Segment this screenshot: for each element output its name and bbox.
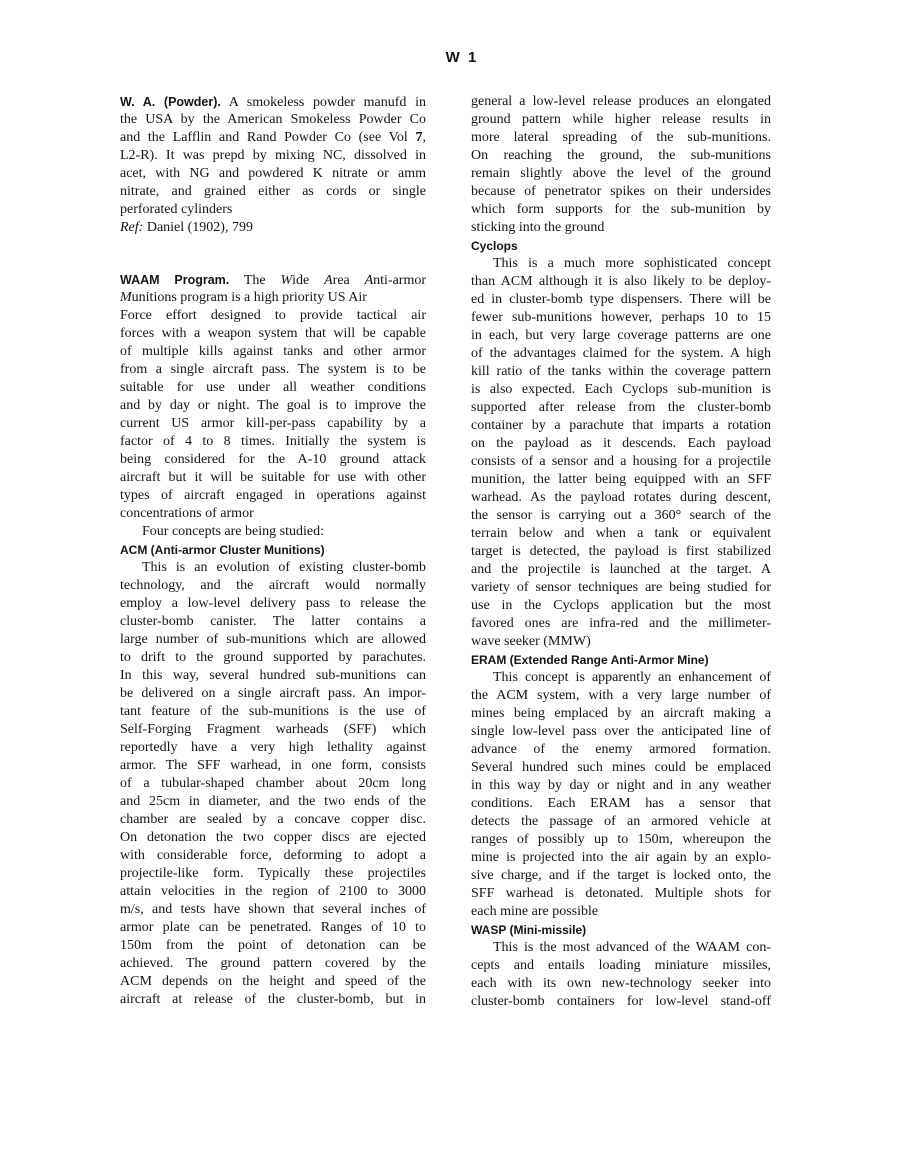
text-line: wave seeker (MMW) (471, 634, 591, 649)
text-line: cluster-bomb containers for low-level stand-off (471, 994, 771, 1009)
text-line: with considerable force, deforming to adopt a (120, 848, 426, 863)
text-line: factor of 4 to 8 times. Initially the system is (120, 434, 426, 449)
text-line: forces with a weapon system that will be capable (120, 326, 426, 341)
text-line: and 25cm in diameter, and the two ends of the (120, 794, 426, 809)
text-line: m/s, and tests have shown that several inches of (120, 902, 426, 917)
text-line: kill ratio of the tanks within the coverage pattern (471, 364, 771, 379)
text-line: remain slightly above the level of the ground (471, 166, 771, 181)
text-line: conditions. Each ERAM has a sensor that (471, 796, 771, 811)
text-line: cepts and entails loading miniature missiles, (471, 958, 771, 973)
text-line: of the advantages claimed for the system. A high (471, 346, 771, 361)
text-line: to drift to the ground supported by parachutes. (120, 650, 426, 665)
text-line: chamber are sealed by a concave copper disc. (120, 812, 426, 827)
text-line: Four concepts are being studied: (142, 524, 324, 539)
text-line: aircraft but it will be suitable for use with other (120, 470, 426, 485)
text-line: warhead. As the payload rotates during descent, (471, 490, 771, 505)
text-line: On detonation the two copper discs are ejected (120, 830, 426, 845)
text-line: Self-Forging Fragment warheads (SFF) which (120, 722, 426, 737)
text-line: ranges of possibly up to 150m, whereupon the (471, 832, 771, 847)
text-line: acet, with NG and powdered K nitrate or amm (120, 166, 426, 181)
text-line: use in the Cyclops application but the most (471, 598, 771, 613)
text-line: ed in cluster-bomb type dispensers. There will be (471, 292, 771, 307)
text-line: and the Lafflin and Rand Powder Co (see Vol 7, (120, 130, 427, 145)
text-line: armor. The SFF warhead, in one form, consists (120, 758, 426, 773)
text-line: Force effort designed to provide tactical air (120, 308, 426, 323)
text-line: achieved. The ground pattern covered by the (120, 956, 426, 971)
text-line: concentrations of armor (120, 506, 254, 521)
text-line: detects the passage of an armored vehicle at (471, 814, 771, 829)
text-line: Several hundred such mines could be emplaced (471, 760, 771, 775)
text-line: tant feature of the sub-munitions is the use of (120, 704, 426, 719)
text-line: This concept is apparently an enhancement of (493, 670, 771, 685)
text-line: attain velocities in the region of 2100 to 3000 (120, 884, 426, 899)
text-line: SFF warhead is detonated. Multiple shots for (471, 886, 771, 901)
section-wasp (471, 921, 771, 1011)
text-line: current US armor kill-per-pass capability by a (120, 416, 426, 431)
text-line: ground pattern while higher release results in (471, 112, 771, 127)
text-line: This is an evolution of existing cluster-bomb (142, 560, 426, 575)
text-line: employ a low-level delivery pass to release the (120, 596, 426, 611)
text-line: in each, but very large coverage patterns are one (471, 328, 771, 343)
text-line: general a low-level release produces an elongated (471, 94, 771, 109)
text-line: cluster-bomb canister. The latter contains a (120, 614, 426, 629)
section-cyclops (471, 237, 771, 651)
text-line: which form supports for the sub-munition by (471, 202, 771, 217)
text-line: on the payload as it descends. Each payload (471, 436, 771, 451)
text-line: and by day or night. The goal is to improve the (120, 398, 426, 413)
text-line: supported after release from the cluster-bomb (471, 400, 771, 415)
section-heading-cyclops: Cyclops (471, 239, 518, 253)
text-line: aircraft at release of the cluster-bomb, but in (120, 992, 426, 1007)
text-line: large number of sub-munitions which are allowed (120, 632, 426, 647)
text-line: than ACM although it is also likely to be deploy- (471, 274, 771, 289)
text-line: reportedly have a very high lethality against (120, 740, 426, 755)
text-line: of multiple kills against tanks and other armor (120, 344, 426, 359)
text-line: armor plate can be penetrated. Ranges of 10 to (120, 920, 426, 935)
text-line: WAAM Program. The Wide Area Anti-armor (120, 273, 427, 288)
text-line: perforated cylinders (120, 202, 233, 217)
text-line: favored ones are infra-red and the millimeter- (471, 616, 771, 631)
text-line: fewer sub-munitions however, perhaps 10 to 15 (471, 310, 771, 325)
section-eram (471, 651, 771, 921)
text-line: technology, and the aircraft would normally (120, 578, 426, 593)
section-acm (120, 541, 426, 1009)
entry-title: WAAM Program. (120, 273, 230, 287)
text-line: single low-level pass over the anticipated line of (471, 724, 771, 739)
text-line: from a single aircraft pass. The system is to be (120, 362, 426, 377)
section-heading-wasp: WASP (Mini-missile) (471, 923, 587, 937)
text-line: On reaching the ground, the sub-munitions (471, 148, 771, 163)
text-line: projectile-like form. Typically these projectiles (120, 866, 426, 881)
text-line: and the projectile is launched at the target. A (471, 562, 771, 577)
text-line: the ACM system, with a very large number of (471, 688, 771, 703)
right-column (471, 93, 771, 1011)
text-line: in this way by day or night and in any weather (471, 778, 771, 793)
section-heading-eram: ERAM (Extended Range Anti-Armor Mine) (471, 653, 709, 667)
text-line: of a tubular-shaped chamber about 20cm long (120, 776, 426, 791)
reference-line: Ref: Daniel (1902), 799 (120, 220, 253, 235)
text-line: nitrate, and grained either as cords or single (120, 184, 426, 199)
text-line: This is the most advanced of the WAAM con- (493, 940, 771, 955)
text-line: mines being emplaced by an aircraft making a (471, 706, 771, 721)
text-line: terrain below and when a tank or equivalent (471, 526, 771, 541)
text-line: munition, the latter being equipped with an SFF (471, 472, 771, 487)
text-line: sive charge, and if the target is locked onto, the (471, 868, 771, 883)
page-header: W 1 (445, 49, 479, 66)
text-line: advance of the enemy armored formation. (471, 742, 771, 757)
text-line: more lateral spreading of the sub-munitions. (471, 130, 771, 145)
text-line: ACM depends on the height and speed of the (120, 974, 426, 989)
text-line: each with its own new-technology seeker into (471, 976, 771, 991)
entry-waam-program (120, 271, 426, 541)
text-line: being considered for the A-10 ground attack (120, 452, 426, 467)
text-line: This is a much more sophisticated concept (493, 256, 771, 271)
text-line: is also expected. Each Cyclops sub-munition is (471, 382, 771, 397)
text-line: container by a parachute that imparts a rotation (471, 418, 771, 433)
text-line: Munitions program is a high priority US Air (120, 290, 367, 305)
text-line: each mine are possible (471, 904, 599, 919)
text-line: be delivered on a single aircraft pass. An impor- (120, 686, 426, 701)
reference-label: Ref: (120, 220, 144, 235)
entry-wa-powder (120, 93, 426, 237)
text-line: mine is projected into the air again by an explo- (471, 850, 771, 865)
text-line: target is detected, the payload is first stabilized (471, 544, 771, 559)
text-line: the sensor is carrying out a 360° search of the (471, 508, 771, 523)
text-line: consists of a sensor and a housing for a projectile (471, 454, 771, 469)
text-line: suitable for use under all weather conditions (120, 380, 426, 395)
text-line: because of penetrator spikes on their undersides (471, 184, 771, 199)
text-line: sticking into the ground (471, 220, 605, 235)
text-line: types of aircraft engaged in operations against (120, 488, 426, 503)
text-line: 150m from the point of detonation can be (120, 938, 426, 953)
entry-title: W. A. (Powder). (120, 95, 221, 109)
section-heading-acm: ACM (Anti-armor Cluster Munitions) (120, 543, 325, 557)
text-line: the USA by the American Smokeless Powder Co (120, 112, 426, 127)
text-line: L2-R). It was prepd by mixing NC, dissolved in (120, 148, 426, 163)
text-line: In this way, several hundred sub-munitions can (120, 668, 426, 683)
left-column (120, 93, 426, 1009)
text-line: variety of sensor techniques are being studied for (471, 580, 771, 595)
text-line: W. A. (Powder). A smokeless powder manufd in (120, 95, 426, 110)
acm-continuation (471, 93, 771, 237)
